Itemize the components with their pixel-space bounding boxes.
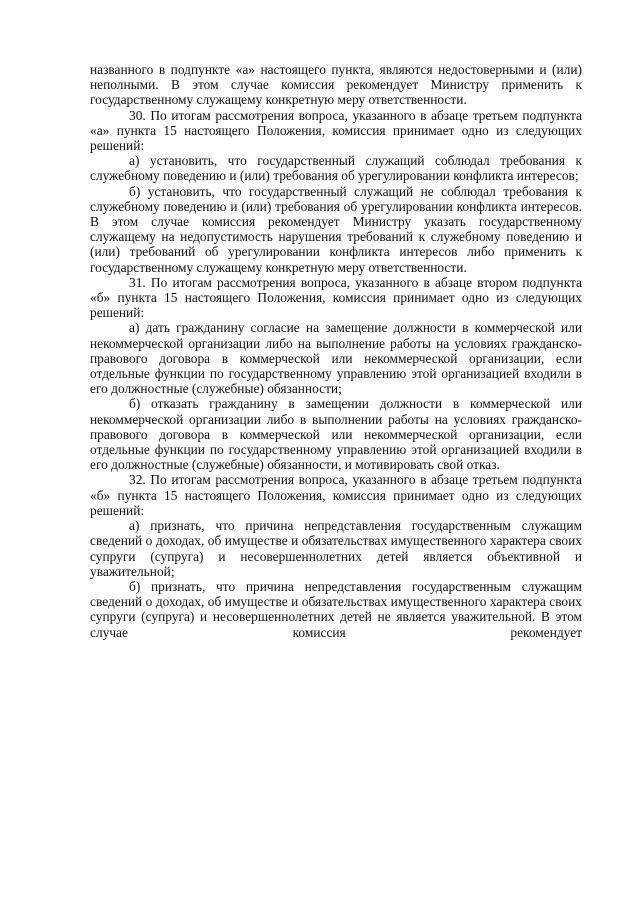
paragraph-item-30-b: б) установить, что государственный служащий не соблюдал требования к служебному поведению и (или) требования об урегулировании конфликта интересов. В этом случае комиссия рекомендует Министру указать государственному служащему на недопустимость нарушения требований к служебному поведению и (или) требований об урегулировании конфликта интересов либо применить к государственному служащему конкретную меру ответственности. [90,183,582,275]
paragraph-item-32-a: а) признать, что причина непредставления государственным служащим сведений о доходах, об имуществе и обязательствах имущественного характера своих супруги (супруга) и несовершеннолетних детей является объективной и уважительной; [90,518,582,579]
paragraph-continuation: названного в подпункте «а» настоящего пункта, являются недостоверными и (или) неполными. В этом случае комиссия рекомендует Министру применить к государственному служащему конкретную меру ответственности. [90,62,582,108]
paragraph-item-30-a: а) установить, что государственный служащий соблюдал требования к служебному поведению и (или) требования об урегулировании конфликта интересов; [90,153,582,184]
paragraph-item-32-b: б) признать, что причина непредставления государственным служащим сведений о доходах, об имуществе и обязательствах имущественного характера своих супруги (супруга) и несовершеннолетних детей не является уважительной. В этом случае комиссия рекомендует [90,578,582,640]
paragraph-item-30: 30. По итогам рассмотрения вопроса, указанного в абзаце третьем подпункта «а» пункта 15 настоящего Положения, комиссия принимает одно из следующих решений: [90,107,582,154]
paragraph-item-31: 31. По итогам рассмотрения вопроса, указанного в абзаце втором подпункта «б» пункта 15 настоящего Положения, комиссия принимает одно из следующих решений: [90,274,582,321]
document-page [90,62,582,640]
paragraph-item-31-a: а) дать гражданину согласие на замещение должности в коммерческой или некоммерческой организации либо на выполнение работы на условиях гражданско-правового договора в коммерческой или некоммерческой организации, если отдельные функции по государственному управлению этой организацией входили в его должностные (служебные) обязанности; [90,320,582,397]
paragraph-item-31-b: б) отказать гражданину в замещении должности в коммерческой или некоммерческой организации либо в выполнении работы на условиях гражданско-правового договора в коммерческой или некоммерческой организации, если отдельные функции по государственному управлению этой организацией входили в его должностные (служебные) обязанности, и мотивировать свой отказ. [90,396,582,473]
paragraph-item-32: 32. По итогам рассмотрения вопроса, указанного в абзаце третьем подпункта «б» пункта 15 настоящего Положения, комиссия принимает одно из следующих решений: [90,472,582,518]
